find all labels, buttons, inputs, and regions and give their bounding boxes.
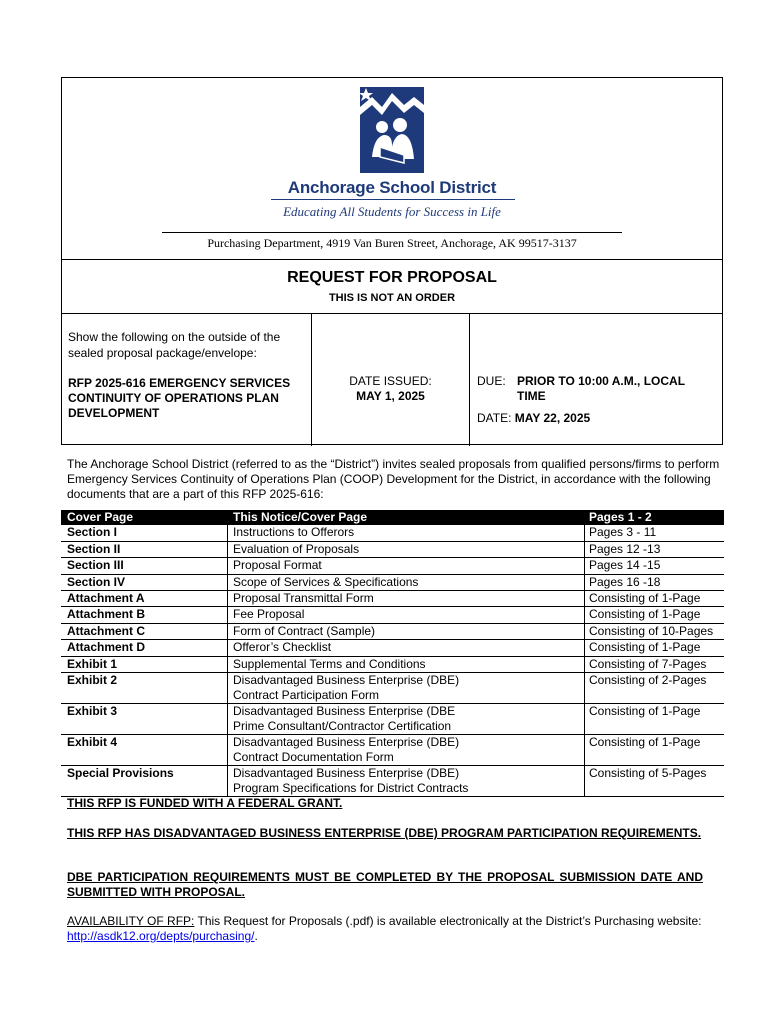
table-row xyxy=(61,735,724,766)
table-cell-title-line1: Disadvantaged Business Enterprise (DBE) xyxy=(233,673,460,688)
table-cell-section: Special Provisions xyxy=(61,766,228,797)
table-cell-section: Section III xyxy=(61,558,228,574)
due-date-cell xyxy=(470,314,722,446)
table-cell-pages: Consisting of 5-Pages xyxy=(585,766,725,797)
availability-paragraph xyxy=(67,914,707,944)
due-date-line xyxy=(477,411,716,426)
due-date-value: MAY 22, 2025 xyxy=(514,411,591,425)
dbe-submission-notice: DBE PARTICIPATION REQUIREMENTS MUST BE COMPLETED BY THE PROPOSAL SUBMISSION DATE AND SUBMITTED WITH PROPOSAL. xyxy=(67,870,703,899)
table-cell-title: This Notice/Cover Page xyxy=(228,510,585,525)
availability-label: AVAILABILITY OF RFP: xyxy=(67,914,195,928)
table-cell-section: Attachment A xyxy=(61,591,228,607)
table-cell-title xyxy=(228,766,585,797)
documents-table xyxy=(61,510,724,797)
table-cell-title xyxy=(228,704,585,735)
intro-paragraph: The Anchorage School District (referred to as the “District”) invites sealed proposals from qualified persons/firms to perform Emergency Services Continuity of Operations Plan (COOP) Development for the District, in accordance with the following documents that are a part of this RFP 2025-616: xyxy=(67,457,720,501)
table-cell-pages: Consisting of 1-Page xyxy=(585,704,725,735)
table-cell-title-line1: Disadvantaged Business Enterprise (DBE) xyxy=(233,766,460,781)
table-cell-pages: Pages 1 - 2 xyxy=(585,510,725,525)
table-row xyxy=(61,673,724,704)
table-row xyxy=(61,623,724,639)
table-cell-title: Proposal Transmittal Form xyxy=(228,591,585,607)
table-cell-title: Fee Proposal xyxy=(228,607,585,623)
table-cell-pages: Consisting of 1-Page xyxy=(585,640,725,656)
table-cell-pages: Consisting of 1-Page xyxy=(585,591,725,607)
table-cell-title: Evaluation of Proposals xyxy=(228,541,585,557)
due-line xyxy=(477,374,716,404)
table-cell-section: Cover Page xyxy=(61,510,228,525)
table-row xyxy=(61,656,724,672)
table-cell-pages: Consisting of 1-Page xyxy=(585,735,725,766)
table-cell-title: Supplemental Terms and Conditions xyxy=(228,656,585,672)
title-section xyxy=(62,259,722,314)
envelope-instructions-cell xyxy=(62,314,312,446)
table-cell-title xyxy=(228,735,585,766)
table-cell-title-line2: Program Specifications for District Contracts xyxy=(233,781,469,796)
table-row xyxy=(61,591,724,607)
table-cell-title: Scope of Services & Specifications xyxy=(228,574,585,590)
due-time: PRIOR TO 10:00 A.M., LOCAL TIME xyxy=(517,374,685,403)
page-subtitle: THIS IS NOT AN ORDER xyxy=(328,292,456,304)
table-cell-section: Exhibit 2 xyxy=(61,673,228,704)
district-name: Anchorage School District xyxy=(287,178,497,197)
table-cell-pages: Pages 16 -18 xyxy=(585,574,725,590)
table-cell-section: Exhibit 4 xyxy=(61,735,228,766)
table-cell-section: Section IV xyxy=(61,574,228,590)
purchasing-address: Purchasing Department, 4919 Van Buren Street, Anchorage, AK 99517-3137 xyxy=(207,236,577,250)
federal-grant-notice: THIS RFP IS FUNDED WITH A FEDERAL GRANT. xyxy=(67,796,343,810)
table-cell-section: Attachment C xyxy=(61,623,228,639)
table-cell-title: Offeror’s Checklist xyxy=(228,640,585,656)
due-label: DUE: xyxy=(477,374,506,388)
table-cell-title: Form of Contract (Sample) xyxy=(228,623,585,639)
table-row xyxy=(61,766,724,797)
rfp-info-row xyxy=(62,313,722,446)
table-row xyxy=(61,574,724,590)
district-tagline: Educating All Students for Success in Life xyxy=(283,204,501,219)
envelope-instructions: Show the following on the outside of the sealed proposal package/envelope: xyxy=(68,330,281,360)
date-issued-value: MAY 1, 2025 xyxy=(356,389,425,403)
table-cell-section: Exhibit 3 xyxy=(61,704,228,735)
page-title: REQUEST FOR PROPOSAL xyxy=(287,269,497,286)
table-cell-title-line2: Contract Documentation Form xyxy=(233,750,394,765)
rfp-identifier: RFP 2025-616 EMERGENCY SERVICES CONTINUITY OF OPERATIONS PLAN DEVELOPMENT xyxy=(68,376,291,420)
table-cell-section: Exhibit 1 xyxy=(61,656,228,672)
date-issued-cell xyxy=(312,314,470,446)
table-row xyxy=(61,525,724,541)
table-cell-pages: Pages 14 -15 xyxy=(585,558,725,574)
table-cell-pages: Consisting of 1-Page xyxy=(585,607,725,623)
table-cell-title-line1: Disadvantaged Business Enterprise (DBE) xyxy=(233,735,460,750)
table-cell-title: Proposal Format xyxy=(228,558,585,574)
availability-end: . xyxy=(254,929,258,943)
purchasing-website-link[interactable]: http://asdk12.org/depts/purchasing/ xyxy=(67,929,255,943)
table-cell-section: Section II xyxy=(61,541,228,557)
letterhead xyxy=(62,78,722,260)
due-date-label: DATE: xyxy=(477,411,512,425)
table-cell-pages: Pages 3 - 11 xyxy=(585,525,725,541)
table-cell-pages: Consisting of 2-Pages xyxy=(585,673,725,704)
table-cell-pages: Pages 12 -13 xyxy=(585,541,725,557)
table-row xyxy=(61,607,724,623)
table-row xyxy=(61,558,724,574)
address-rule xyxy=(162,232,622,233)
table-row xyxy=(61,640,724,656)
dbe-requirements-notice: THIS RFP HAS DISADVANTAGED BUSINESS ENTERPRISE (DBE) PROGRAM PARTICIPATION REQUIREMENTS. xyxy=(67,826,702,840)
table-row xyxy=(61,704,724,735)
date-issued-label: DATE ISSUED: xyxy=(349,374,432,388)
documents-table-header xyxy=(61,510,724,525)
table-cell-title xyxy=(228,673,585,704)
table-row xyxy=(61,541,724,557)
table-cell-pages: Consisting of 10-Pages xyxy=(585,623,725,639)
table-cell-section: Attachment D xyxy=(61,640,228,656)
availability-text: This Request for Proposals (.pdf) is available electronically at the District’s Purchasing website: xyxy=(194,914,702,928)
district-logo-icon xyxy=(358,85,426,175)
table-cell-section: Attachment B xyxy=(61,607,228,623)
header-box xyxy=(61,77,723,445)
table-cell-title: Instructions to Offerors xyxy=(228,525,585,541)
district-name-rule xyxy=(271,199,515,200)
table-cell-pages: Consisting of 7-Pages xyxy=(585,656,725,672)
table-cell-title-line2: Prime Consultant/Contractor Certification xyxy=(233,719,452,734)
table-cell-title-line2: Contract Participation Form xyxy=(233,688,380,703)
table-cell-title-line1: Disadvantaged Business Enterprise (DBE xyxy=(233,704,456,719)
table-cell-section: Section I xyxy=(61,525,228,541)
